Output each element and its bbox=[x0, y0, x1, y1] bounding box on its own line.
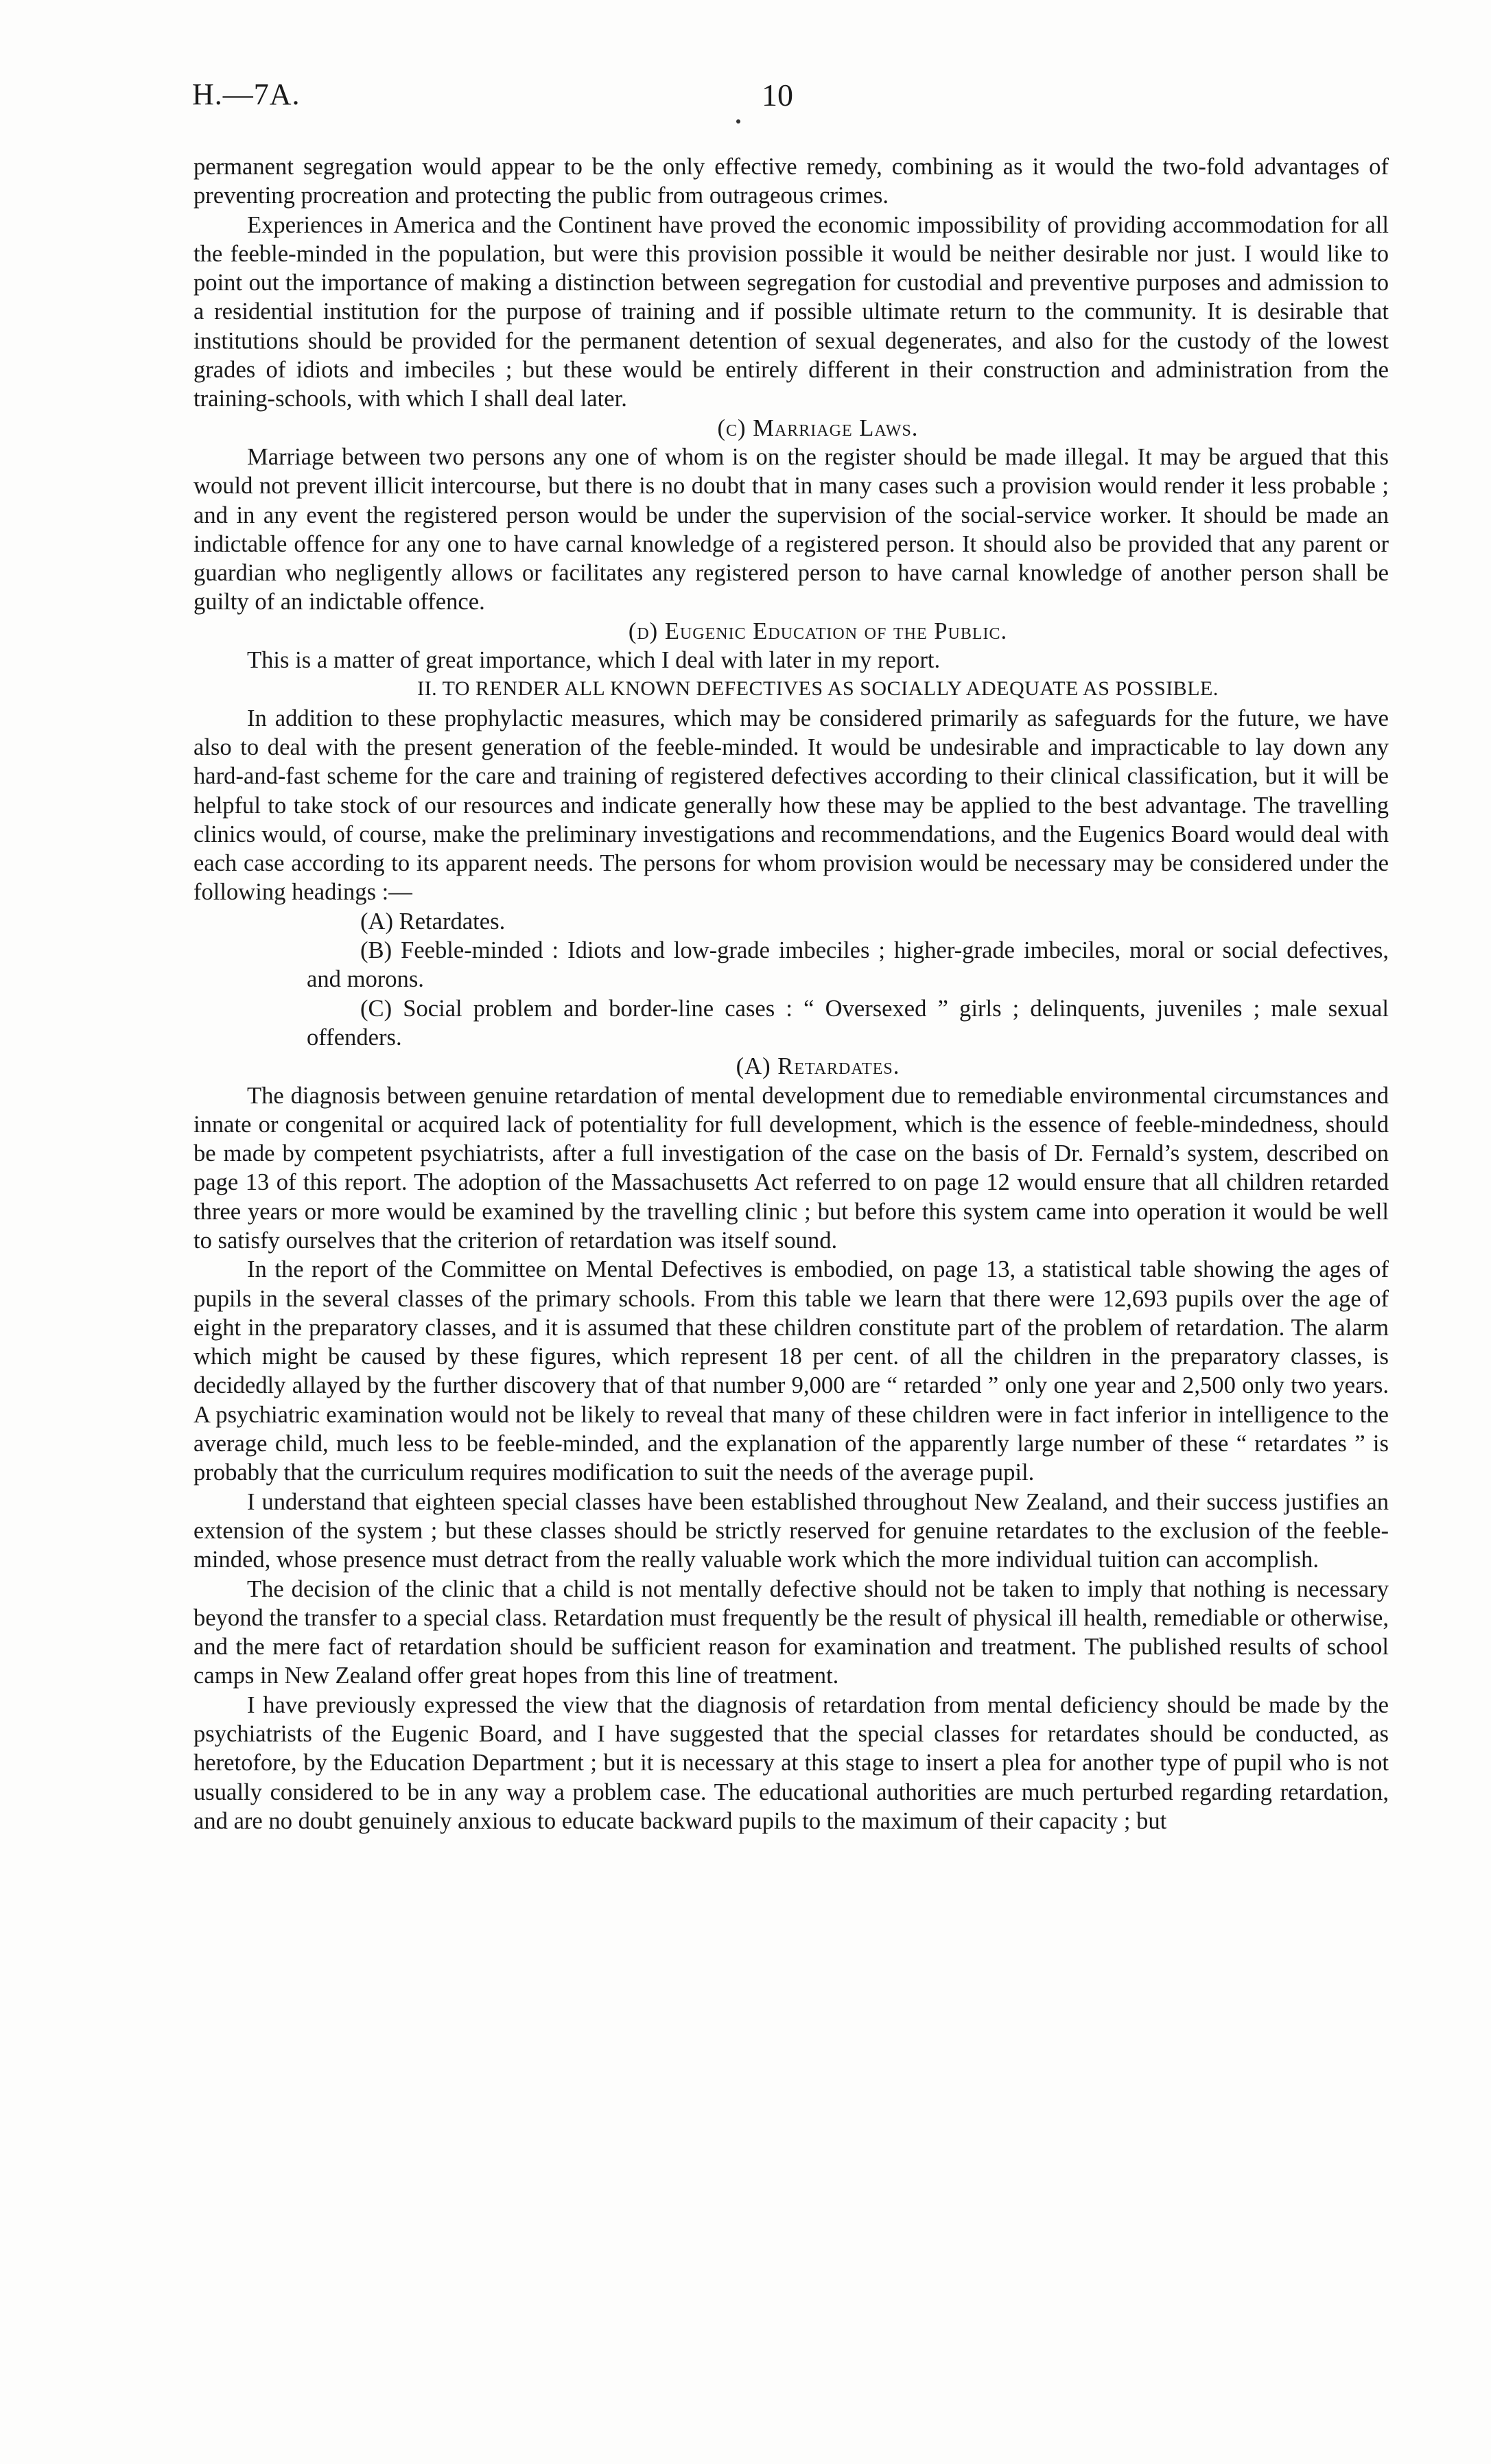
paragraph: permanent segregation would appear to be the only effective remedy, combining as it would the two-fold advantages of preventing procreation and protecting the public from outrageous crimes. bbox=[193, 154, 1389, 209]
paragraph: This is a matter of great importance, which I deal with later in my report. bbox=[247, 647, 941, 674]
paragraph: I have previously expressed the view that the diagnosis of retardation from mental deficiency should be made by the psychiatrists of the Eugenic Board, and I have suggested that the special classes for retardates should be conducted, as heretofore, by the Education Department ; but it is necessary at this stage to insert a plea for another type of pupil who is not usually considered to be in any way a problem case. The educational authorities are much perturbed regarding retardation, and are no doubt genuinely anxious to educate backward pupils to the maximum of their capacity ; but bbox=[193, 1691, 1389, 1834]
list-item-a: (A) Retardates. bbox=[360, 908, 506, 935]
page-number: 10 bbox=[762, 78, 793, 113]
section-heading-marriage-laws: (c) Marriage Laws. bbox=[717, 414, 919, 441]
paragraph: In the report of the Committee on Mental Defectives is embodied, on page 13, a statistical table showing the ages of pupils in the several classes of the primary schools. From this table we learn that there were 12,693 pupils over the age of eight in the preparatory classes, and it is assumed that these children constitute part of the problem of retardation. The alarm which might be caused by these figures, which represent 18 per cent. of all the children in the preparatory classes, is decidedly allayed by the further discovery that of that number 9,000 are “ retarded ” only one year and 2,500 only two years. A psychiatric examination would not be likely to reveal that many of these children were in fact inferior in intelligence to the average child, much less to be feeble-minded, and the explanation of the apparently large number of these “ retardates ” is probably that the curriculum requires modification to suit the needs of the average pupil. bbox=[193, 1256, 1389, 1486]
page-header bbox=[192, 77, 1386, 125]
paragraph: I understand that eighteen special classes have been established throughout New Zealand, and their success justifies an extension of the system ; but these classes should be strictly reserved for genuine retardates to the exclusion of the feeble-minded, whose presence must detract from the really valuable work which the more individual tuition can accomplish. bbox=[193, 1488, 1389, 1573]
paragraph: The diagnosis between genuine retardation of mental development due to remediable environmental circumstances and innate or congenital or acquired lack of potentiality for full development, which is the essence of feeble-mindedness, should be made by competent psychiatrists, after a full investigation of the case on the basis of Dr. Fernald’s system, described on page 13 of this report. The adoption of the Massachusetts Act referred to on page 12 would ensure that all children retarded three years or more would be examined by the travelling clinic ; but before this system came into operation it would be well to satisfy ourselves that the criterion of retardation was itself sound. bbox=[193, 1082, 1389, 1254]
document-reference: H.—7A. bbox=[192, 78, 301, 111]
body-text bbox=[193, 152, 1389, 1835]
scan-speck bbox=[736, 119, 740, 124]
section-heading-retardates: (A) Retardates. bbox=[736, 1053, 900, 1080]
list-item-b: (B) Feeble-minded : Idiots and low-grade imbeciles ; higher-grade imbeciles, moral or social defectives, and morons. bbox=[307, 937, 1389, 993]
paragraph: In addition to these prophylactic measures, which may be considered primarily as safeguards for the future, we have also to deal with the present generation of the feeble-minded. It would be undesirable and impracticable to lay down any hard-and-fast scheme for the care and training of registered defectives according to their clinical classification, but it will be helpful to take stock of our resources and indicate generally how these may be applied to the best advantage. The travelling clinics would, of course, make the preliminary investigations and recommendations, and the Eugenics Board would deal with each case according to its apparent needs. The persons for whom provision would be necessary may be considered under the following headings :— bbox=[193, 705, 1389, 906]
section-heading-eugenic-education: (d) Eugenic Education of the Public. bbox=[628, 618, 1008, 644]
paragraph: Experiences in America and the Continent have proved the economic impossibility of providing accommodation for all the feeble-minded in the population, but were this provision possible it would be neither desirable nor just. I would like to point out the importance of making a distinction between segregation for custodial and preventive purposes and admission to a residential institution for the purpose of training and if possible ultimate return to the community. It is desirable that institutions should be provided for the permanent detention of sexual degenerates, and also for the custody of the lowest grades of idiots and imbeciles ; but these would be entirely different in their construction and administration from the training-schools, with which I shall deal later. bbox=[193, 211, 1389, 412]
paragraph: Marriage between two persons any one of whom is on the register should be made illegal. It may be argued that this would not prevent illicit intercourse, but there is no doubt that in many cases such a provision would render it less probable ; and in any event the registered person would be under the supervision of the social-service worker. It should be made an indictable offence for any one to have carnal knowledge of a registered person. It should also be provided that any parent or guardian who negligently allows or facilitates any registered person to have carnal knowledge of another person shall be guilty of an indictable offence. bbox=[193, 443, 1389, 615]
list-item-c: (C) Social problem and border-line cases : “ Oversexed ” girls ; delinquents, juveniles ; male sexual offenders. bbox=[307, 995, 1389, 1051]
section-heading-ii: II. TO RENDER ALL KNOWN DEFECTIVES AS SOCIALLY ADEQUATE AS POSSIBLE. bbox=[417, 677, 1219, 701]
paragraph: The decision of the clinic that a child is not mentally defective should not be taken to imply that nothing is necessary beyond the transfer to a special class. Retardation must frequently be the result of physical ill health, remediable or otherwise, and the mere fact of retardation should be sufficient reason for examination and treatment. The published results of school camps in New Zealand offer great hopes from this line of treatment. bbox=[193, 1575, 1389, 1689]
